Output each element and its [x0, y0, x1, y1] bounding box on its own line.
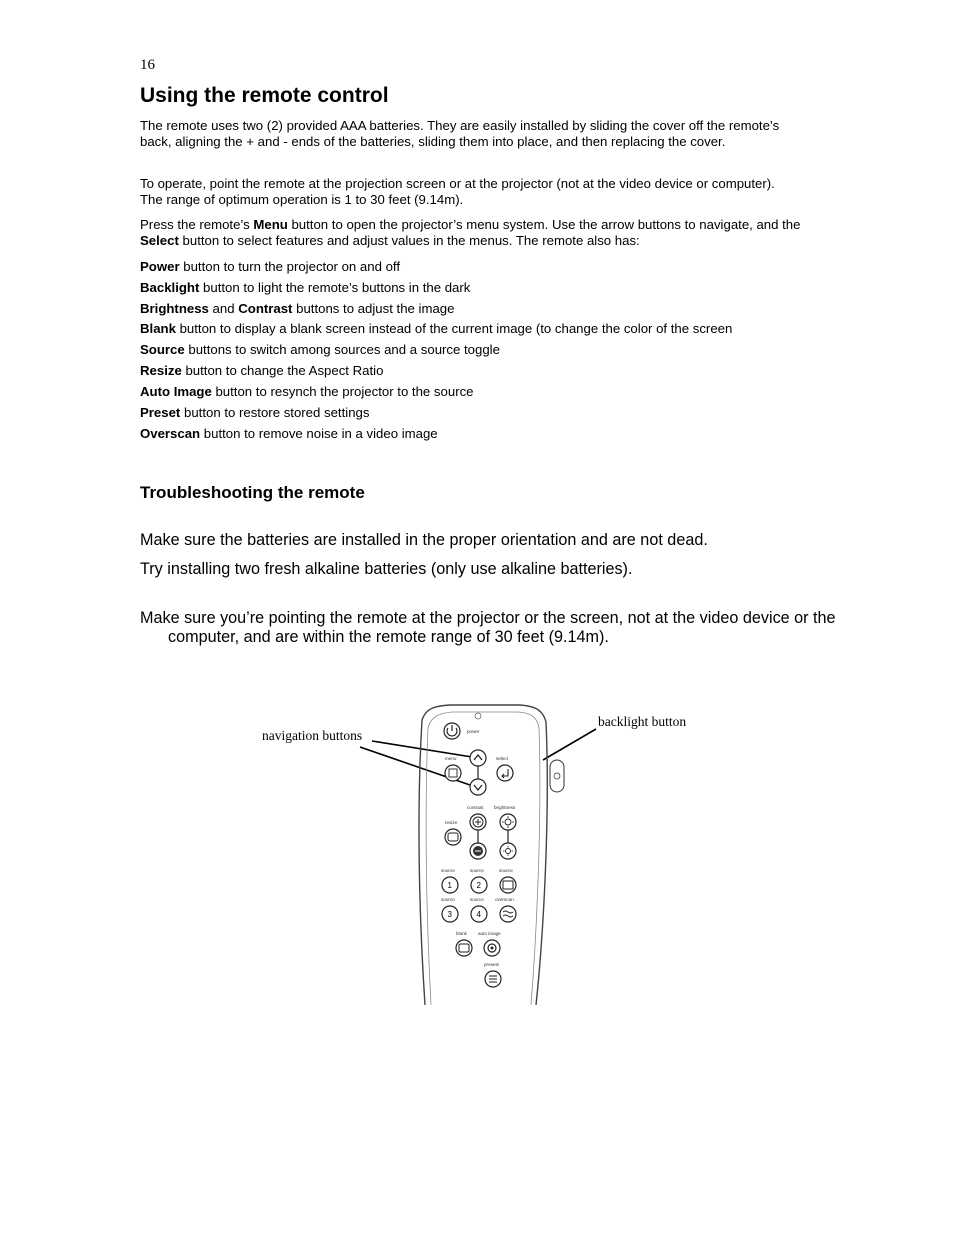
ir-sensor: [475, 713, 481, 719]
feature-power: Power button to turn the projector on and off: [140, 259, 401, 274]
navigation-buttons-callout: navigation buttons: [262, 728, 363, 743]
source-label-1: source: [441, 868, 455, 873]
svg-text:1: 1: [447, 881, 452, 890]
feature-backlight: Backlight button to light the remote’s buttons in the dark: [140, 280, 471, 295]
backlight-leader-line: [543, 729, 596, 760]
menu-term: Menu: [253, 217, 288, 232]
auto-image-label: auto image: [478, 931, 501, 936]
source-label-5: source: [470, 897, 484, 902]
blank-label: blank: [456, 931, 467, 936]
overscan-button[interactable]: [500, 906, 516, 922]
source-label-3: source: [499, 868, 513, 873]
feature-source: Source buttons to switch among sources and a source toggle: [140, 342, 500, 357]
remote-illustration: [250, 700, 710, 1010]
menu-para-text-3: button to select features and adjust values in the menus. The remote also has:: [178, 233, 640, 249]
resize-button[interactable]: [445, 829, 461, 845]
brightness-up-button[interactable]: [500, 814, 516, 830]
feature-auto-image: Auto Image button to resynch the projector to the source: [140, 384, 474, 399]
paragraph-batteries: The remote uses two (2) provided AAA batteries. They are easily installed by sliding the cover off the remote’s back, aligning the + and - ends of the batteries, sliding them into place, and then replacing the cover.: [140, 118, 780, 150]
paragraph-operate: To operate, point the remote at the projection screen or at the projector (not at the video device or computer). The range of optimum operation is 1 to 30 feet (9.14m).: [140, 176, 775, 208]
nav-up-button[interactable]: [470, 750, 486, 766]
blank-button[interactable]: [456, 940, 472, 956]
brightness-label: brightness: [494, 805, 516, 810]
remote-control-figure: [250, 700, 710, 1010]
source-2-button[interactable]: [471, 877, 487, 893]
page-title: Using the remote control: [140, 84, 389, 107]
source-toggle-button[interactable]: [500, 877, 516, 893]
troubleshooting-heading: Troubleshooting the remote: [140, 483, 365, 502]
feature-blank: Blank button to display a blank screen instead of the current image (to change the color of the screen: [140, 321, 733, 336]
contrast-label: contrast: [467, 805, 484, 810]
source-1-button[interactable]: [442, 877, 458, 893]
source-4-button[interactable]: [471, 906, 487, 922]
backlight-button-callout: backlight button: [598, 714, 687, 729]
auto-image-button[interactable]: [484, 940, 500, 956]
power-label: power: [467, 729, 480, 734]
select-button[interactable]: [497, 765, 513, 781]
nav-leader-line-1: [372, 741, 472, 757]
select-label: select: [496, 756, 509, 761]
source-3-button[interactable]: [442, 906, 458, 922]
svg-text:3: 3: [447, 910, 452, 919]
feature-brightness-contrast: Brightness and Contrast buttons to adjust the image: [140, 301, 455, 316]
contrast-up-button[interactable]: [470, 814, 486, 830]
resize-label: resize: [445, 820, 458, 825]
menu-button[interactable]: [445, 765, 461, 781]
nav-down-button[interactable]: [470, 779, 486, 795]
feature-resize: Resize button to change the Aspect Ratio: [140, 363, 384, 378]
presets-button[interactable]: [485, 971, 501, 987]
source-label-4: source: [441, 897, 455, 902]
svg-text:2: 2: [476, 881, 481, 890]
feature-preset: Preset button to restore stored settings: [140, 405, 370, 420]
power-button[interactable]: [444, 723, 460, 739]
backlight-button[interactable]: [550, 760, 564, 792]
feature-overscan: Overscan button to remove noise in a video image: [140, 426, 438, 441]
menu-para-text-1: Press the remote’s: [140, 217, 254, 232]
paragraph-menu: [140, 217, 805, 250]
brightness-down-button[interactable]: [500, 843, 516, 859]
trouble-item-batteries: Make sure the batteries are installed in the proper orientation and are not dead.: [140, 531, 708, 549]
presets-label: presets: [484, 962, 500, 967]
menu-para-text-2: button to open the projector’s menu system. Use the arrow buttons to navigate, and the: [287, 217, 801, 232]
trouble-item-pointing: Make sure you’re pointing the remote at the projector or the screen, not at the video device or the computer, and are within the remote range of 30 feet (9.14m).: [140, 609, 836, 646]
contrast-down-button[interactable]: [470, 843, 486, 859]
svg-text:4: 4: [476, 910, 481, 919]
source-label-2: source: [470, 868, 484, 873]
page-number: 16: [140, 57, 155, 73]
select-term: Select: [140, 233, 179, 249]
trouble-item-alkaline: Try installing two fresh alkaline batteries (only use alkaline batteries).: [140, 560, 633, 578]
menu-label: menu: [445, 756, 457, 761]
overscan-label: overscan: [495, 897, 514, 902]
